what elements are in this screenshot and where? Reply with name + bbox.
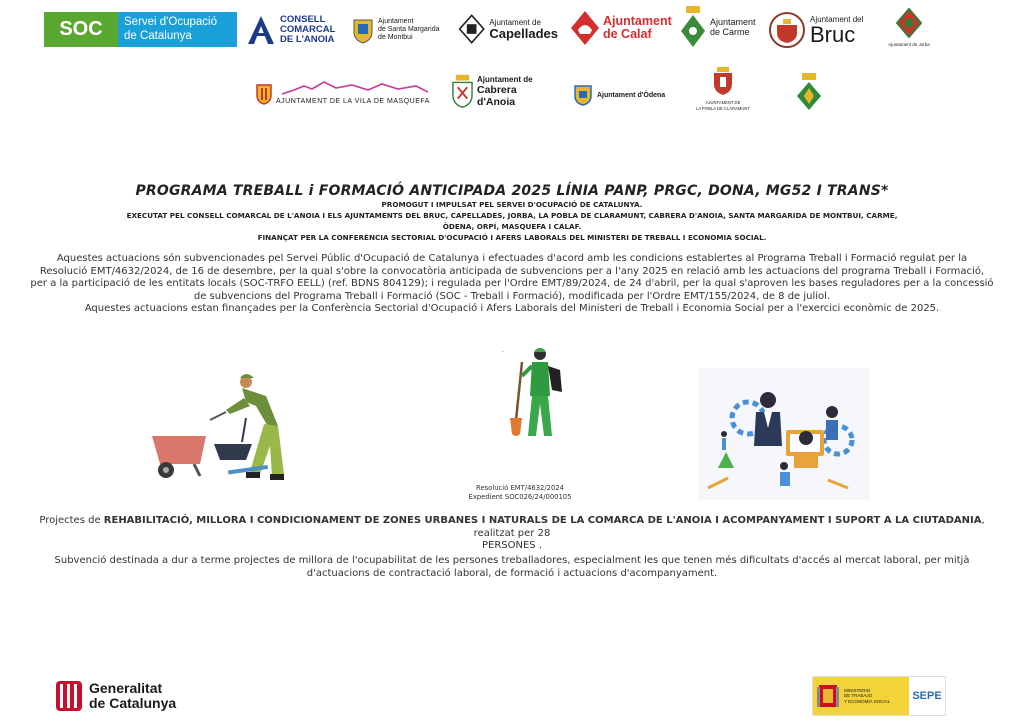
carme-line2: de Carme — [710, 27, 750, 37]
regulation-paragraph — [28, 253, 996, 316]
coat-of-arms-icon — [458, 10, 485, 48]
soc-logo — [44, 12, 237, 47]
sepe-text: SEPE — [912, 690, 942, 702]
soc-logo-short: SOC — [44, 12, 118, 47]
orpi-logo — [796, 72, 822, 112]
soc-line1: Servei d'Ocupació — [124, 16, 217, 28]
ministerio-sepe-logo — [812, 676, 946, 716]
santa-line2: de Santa Margarida — [378, 26, 440, 33]
generalitat-line2: de Catalunya — [89, 695, 177, 711]
ministerio-block — [813, 677, 909, 715]
pobla-line1: AJUNTAMENT DE — [705, 100, 741, 105]
soc-logo-text — [118, 12, 237, 47]
consell-a-icon — [246, 14, 276, 46]
coat-of-arms-icon — [452, 73, 473, 109]
consell-line3: DE L'ANOIA — [280, 34, 335, 45]
capellades-logo — [458, 8, 558, 50]
coat-of-arms-icon — [768, 11, 806, 49]
projects-line2: PERSONES . — [481, 540, 543, 552]
regulation-line2: Resolució EMT/4632/2024, de 16 de desembre, per la qual s'obre la convocatòria anticipada de subvencions per a l'any 2025 en relació amb les actuacions del programa Treball i Formació, — [39, 265, 985, 277]
calaf-line2: de Calaf — [603, 27, 652, 41]
jorba-logo — [882, 8, 936, 52]
projects-prefix: Projectes de — [39, 515, 104, 526]
resolution-number: Resolució EMT/4632/2024 — [476, 484, 564, 492]
executed-by-line2: ÒDENA, ORPÍ, MASQUEFA I CALAF. — [442, 222, 582, 231]
gardener-shovel-illustration — [500, 344, 570, 444]
consell-line2: COMARCAL — [280, 24, 336, 35]
bruc-line1: Ajuntament del — [810, 14, 864, 24]
coat-of-arms-icon — [352, 16, 374, 44]
soc-line2: de Catalunya — [124, 30, 192, 42]
capellades-line1: Ajuntament de — [489, 17, 541, 27]
pobla-line2: LA POBLA DE CLARAMUNT — [696, 105, 750, 111]
sepe-block — [909, 677, 945, 715]
generalitat-logo — [56, 679, 196, 713]
executed-by-line1: EXECUTAT PEL CONSELL COMARCAL DE L'ANOIA I ELS AJUNTAMENTS DEL BRUC, CAPELLADES, JORBA, LA POBLA DE CLARAMUNT, CABRERA D'ANOIA, SANTA MARGARIDA DE MONTBUI, CARME, — [126, 211, 898, 220]
resolution-reference — [420, 484, 620, 502]
coat-of-arms-icon — [680, 5, 706, 49]
financed-by: FINANÇAT PER LA CONFERÈNCIA SECTORIAL D'OCUPACIÓ I AFERS LABORALS DEL MINISTERI DE TREBALL I ECONOMIA SOCIAL. — [257, 233, 767, 242]
calaf-line1: Ajuntament — [603, 14, 672, 28]
mountain-skyline-icon — [282, 80, 428, 96]
projects-suffix: , realitzat per 28 — [473, 515, 985, 539]
promoted-by: PROMOGUT I IMPULSAT PEL SERVEI D'OCUPACIÓ DE CATALUNYA. — [381, 200, 643, 209]
consell-line1: CONSELL — [280, 14, 326, 25]
santa-line1: Ajuntament — [378, 18, 414, 25]
coat-of-arms-icon — [256, 83, 272, 105]
subsidy-paragraph — [28, 555, 996, 580]
jorba-text: Ajuntament de Jorba — [888, 42, 930, 47]
ministerio-line3: Y ECONOMÍA SOCIAL — [844, 698, 891, 704]
coat-of-arms-icon — [796, 72, 822, 112]
santa-margarida-logo — [352, 12, 447, 48]
spain-coat-of-arms-icon — [816, 681, 840, 711]
odena-logo — [574, 84, 680, 106]
ministerio-line2: DE TRABAJO — [844, 693, 873, 699]
pobla-claramunt-logo — [692, 66, 754, 112]
cabrera-line1: Ajuntament de — [477, 74, 533, 84]
projects-name: REHABILITACIÓ, MILLORA I CONDICIONAMENT DE ZONES URBANES I NATURALS DE LA COMARCA DE L'ANOIA I ACOMPANYAMENT I SUPORT A LA CIUTADANIA — [103, 515, 982, 526]
svg-text:·: · — [502, 349, 504, 356]
coat-of-arms-icon — [570, 10, 600, 46]
coat-of-arms-icon — [896, 8, 922, 38]
cabrera-line2: Cabrera d'Anoia — [477, 83, 517, 108]
cabrera-logo — [452, 72, 554, 110]
expedient-number: Expedient SOC026/24/000105 — [468, 493, 572, 501]
regulation-line4: de subvencions del Programa Treball i Formació (SOC - Treball i Formació), modificada per l'Ordre EMT/155/2024, de 8 de juliol. — [193, 290, 831, 302]
regulation-line1: Aquestes actuacions són subvencionades pel Servei Públic d'Ocupació de Catalunya i efectuades d'acord amb les condicions establertes al Programa Treball i Formació regulat per la — [56, 253, 968, 264]
bruc-logo — [768, 10, 868, 50]
projects-paragraph — [28, 515, 996, 553]
calaf-logo — [570, 8, 675, 48]
consell-anoia-logo — [246, 12, 338, 48]
coat-of-arms-icon — [574, 84, 592, 106]
wheelbarrow-worker-illustration — [146, 366, 296, 484]
odena-text: Ajuntament d'Òdena — [597, 91, 666, 99]
masquefa-logo — [256, 80, 428, 110]
capellades-line2: Capellades — [489, 25, 558, 41]
coat-of-arms-icon — [713, 66, 733, 96]
regulation-line3: per a la participació de les entitats locals (SOC-TRFO EELL) (ref. BDNS 804129); i regulada per l'Ordre EMT/89/2024, de 24 d'abril, per la qual s'aproven les bases reguladores per a la concessió — [30, 278, 994, 290]
projects-line1 — [28, 515, 996, 540]
subsidy-line1: Subvenció destinada a dur a terme projectes de millora de l'ocupabilitat de les persones treballadores, especialment les que tenen més dificultats d'accés al mercat laboral, per mitjà — [54, 555, 970, 566]
program-title: PROGRAMA TREBALL i FORMACIÓ ANTICIPADA 2025 LÍNIA PANP, PRGC, DONA, MG52 I TRANS* — [135, 183, 889, 199]
regulation-line5: Aquestes actuacions estan finançades per la Conferència Sectorial d'Ocupació i Afers Laborals del Ministeri de Treball i Economia Social per a l'exercici econòmic de 2025. — [84, 303, 940, 315]
ministerio-line1: MINISTERIO — [844, 687, 871, 693]
masquefa-text: AJUNTAMENT DE LA VILA DE MASQUEFA — [276, 98, 430, 105]
generalitat-stripes-icon — [56, 681, 82, 711]
bruc-line2: Bruc — [810, 21, 856, 47]
carme-logo — [680, 4, 760, 50]
office-team-illustration — [698, 368, 870, 500]
generalitat-line1: Generalitat — [89, 680, 163, 696]
santa-line3: de Montbui — [378, 34, 413, 41]
subsidy-line2: d'actuacions de contractació laboral, de formació i actuacions d'acompanyament. — [306, 567, 718, 579]
carme-line1: Ajuntament — [710, 17, 756, 27]
